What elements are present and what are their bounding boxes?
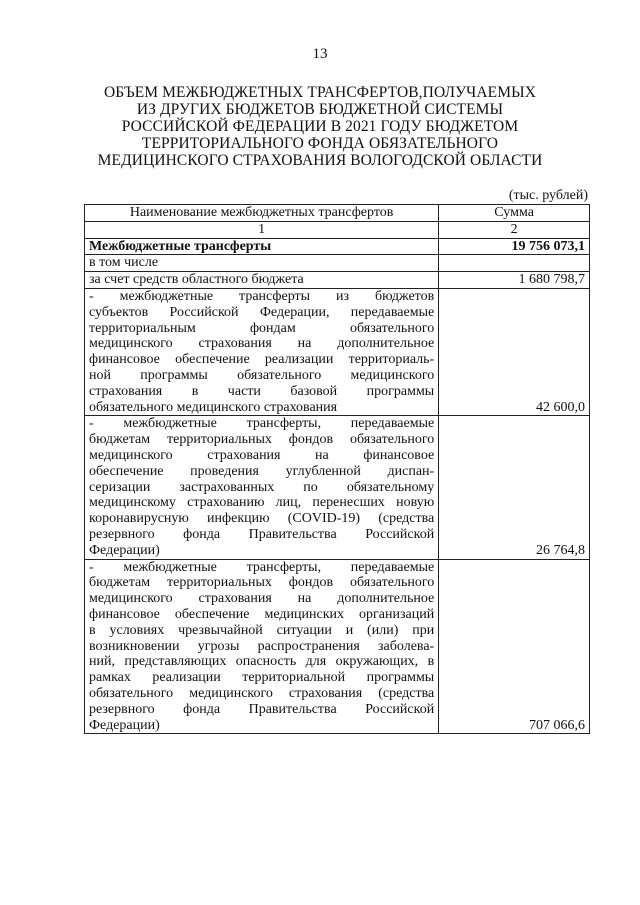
- row-sum: 42 600,0: [439, 288, 590, 415]
- row-text-line: резервного фонда Правительства Российской: [89, 701, 435, 717]
- row-sum: 26 764,8: [439, 416, 590, 559]
- table-row: [85, 559, 590, 734]
- column-number: 1: [85, 221, 439, 238]
- row-sum: [439, 255, 590, 272]
- row-sum: 707 066,6: [439, 559, 590, 734]
- row-text-line: субъектов Российской Федерации, передаваемые: [89, 304, 435, 320]
- units-label: (тыс. рублей): [508, 188, 588, 203]
- row-name: Межбюджетные трансферты: [85, 238, 439, 255]
- row-sum: 1 680 798,7: [439, 272, 590, 289]
- header-name: Наименование межбюджетных трансфертов: [85, 205, 439, 222]
- row-text-line: рамках реализации территориальной программы: [89, 670, 435, 686]
- row-text-line: бюджетам территориальных фондов обязательного: [89, 432, 435, 448]
- transfers-table: [84, 204, 590, 734]
- title-line: МЕДИЦИНСКОГО СТРАХОВАНИЯ ВОЛОГОДСКОЙ ОБЛАСТИ: [97, 152, 543, 169]
- row-text-line: в условиях чрезвычайной ситуации и (или) при: [89, 622, 435, 638]
- row-text-line: возникновении угрозы распространения заболева-: [89, 638, 435, 654]
- row-text-line: - межбюджетные трансферты из бюджетов: [89, 288, 435, 304]
- row-text-line: медицинского страхования на дополнительное: [89, 336, 435, 352]
- row-text-line: медицинского страхования на финансовое: [89, 447, 435, 463]
- table-row: [85, 272, 590, 289]
- row-text-line: коронавирусную инфекцию (COVID-19) (средства: [89, 511, 435, 527]
- row-text-line: финансовое обеспечение реализации территориаль-: [89, 352, 435, 368]
- row-text-line: медицинского страхования на дополнительное: [89, 591, 435, 607]
- title-line: РОССИЙСКОЙ ФЕДЕРАЦИИ В 2021 ГОДУ БЮДЖЕТОМ: [121, 118, 519, 135]
- row-name: в том числе: [85, 255, 439, 272]
- column-number-row: [85, 221, 590, 238]
- row-text-line: страхования в части базовой программы: [89, 383, 435, 399]
- table-header-row: [85, 205, 590, 222]
- table-row: [85, 238, 590, 255]
- title-line: ОБЪЕМ МЕЖБЮДЖЕТНЫХ ТРАНСФЕРТОВ,ПОЛУЧАЕМЫХ: [103, 84, 536, 101]
- table-row: [85, 255, 590, 272]
- row-name: [85, 559, 439, 734]
- row-text-line: - межбюджетные трансферты, передаваемые: [89, 416, 435, 432]
- row-text-line: обеспечение проведения углубленной диспан-: [89, 463, 435, 479]
- title-line: ТЕРРИТОРИАЛЬНОГО ФОНДА ОБЯЗАТЕЛЬНОГО: [141, 135, 499, 152]
- row-text-line: бюджетам территориальных фондов обязательного: [89, 575, 435, 591]
- row-text-line: финансовое обеспечение медицинских организаций: [89, 606, 435, 622]
- column-number: 2: [439, 221, 590, 238]
- page-number: 13: [312, 46, 328, 62]
- row-text-line: резервного фонда Правительства Российской: [89, 526, 435, 542]
- row-text-line: медицинскому страхованию лиц, перенесших новую: [89, 495, 435, 511]
- row-name: [85, 416, 439, 559]
- row-text-line: ний, представляющих опасность для окружающих, в: [89, 654, 435, 670]
- document-title: [80, 84, 560, 169]
- table-row: [85, 288, 590, 415]
- row-sum: 19 756 073,1: [439, 238, 590, 255]
- row-text-line: серизации застрахованных по обязательному: [89, 479, 435, 495]
- row-text-line: Федерации): [89, 717, 160, 733]
- row-text-line: обязательного медицинского страхования (средства: [89, 685, 435, 701]
- table-row: [85, 416, 590, 559]
- title-line: ИЗ ДРУГИХ БЮДЖЕТОВ БЮДЖЕТНОЙ СИСТЕМЫ: [136, 101, 504, 118]
- row-name: [85, 288, 439, 415]
- row-text-line: территориальным фондам обязательного: [89, 320, 435, 336]
- row-text-line: Федерации): [89, 542, 160, 558]
- row-name: за счет средств областного бюджета: [85, 272, 439, 289]
- row-text-line: - межбюджетные трансферты, передаваемые: [89, 559, 435, 575]
- row-text-line: ной программы обязательного медицинского: [89, 367, 435, 383]
- header-sum: Сумма: [439, 205, 590, 222]
- row-text-line: обязательного медицинского страхования: [89, 399, 338, 415]
